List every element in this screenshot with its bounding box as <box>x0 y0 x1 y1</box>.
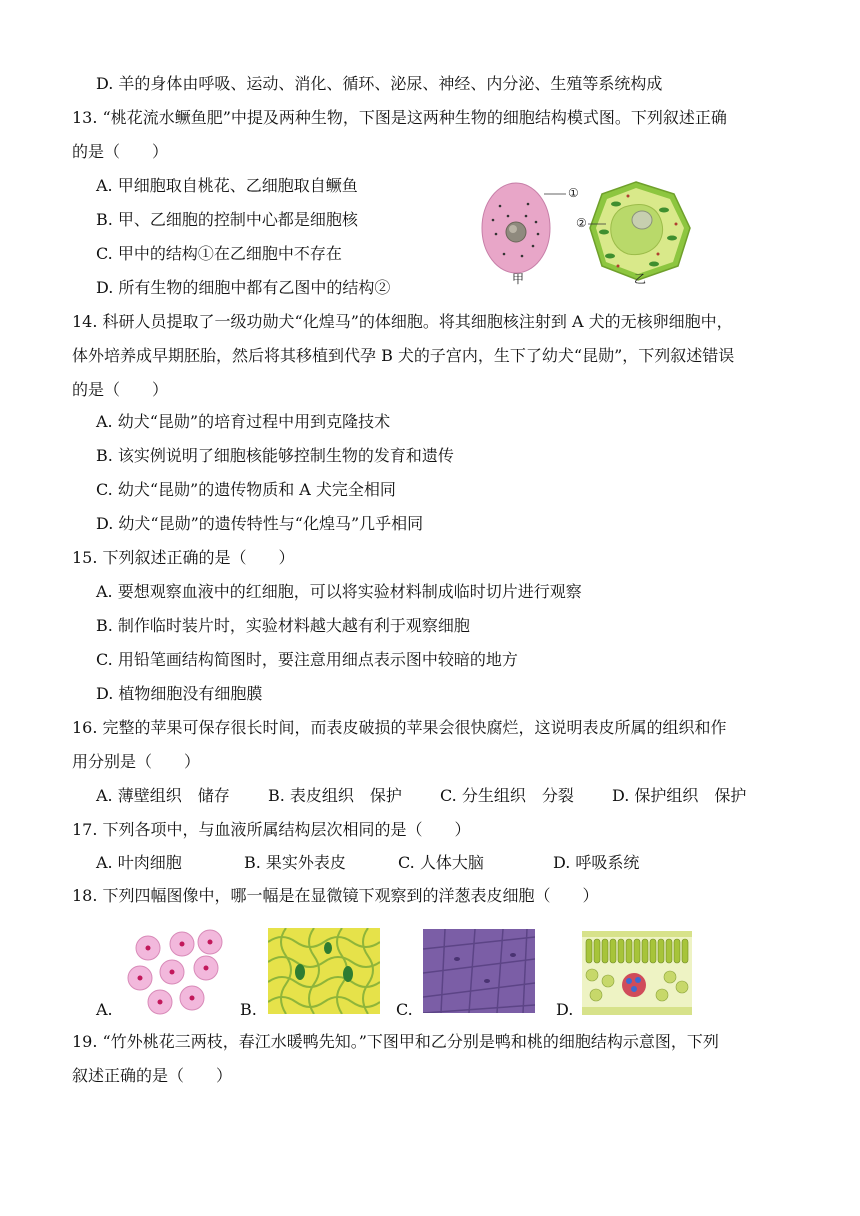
marker-2: ② <box>576 216 587 230</box>
q13-option-b: B. 甲、乙细胞的控制中心都是细胞核 <box>96 210 358 229</box>
q13-cell-figure <box>478 176 698 288</box>
q17-option-b: B. 果实外表皮 <box>244 853 346 872</box>
q14-option-a: A. 幼犬“昆勋”的培育过程中用到克隆技术 <box>96 412 391 431</box>
q16-stem-line1: 16. 完整的苹果可保存很长时间，而表皮破损的苹果会很快腐烂，这说明表皮所属的组织和作 <box>72 718 727 737</box>
q16-options <box>96 786 746 806</box>
q15-option-c: C. 用铅笔画结构简图时，要注意用细点表示图中较暗的地方 <box>96 650 518 669</box>
q17-option-a: A. 叶肉细胞 <box>96 853 182 872</box>
q17-options <box>96 853 639 873</box>
q16-option-b: B. 表皮组织 保护 <box>268 786 402 805</box>
q17-option-c: C. 人体大脑 <box>398 853 484 872</box>
q14-stem-line2: 体外培养成早期胚胎，然后将其移植到代孕 B 犬的子宫内，生下了幼犬“昆勋”，下列叙述错误 <box>72 346 735 365</box>
q15-option-b: B. 制作临时装片时，实验材料越大越有利于观察细胞 <box>96 616 470 635</box>
q15-stem: 15. 下列叙述正确的是（ ） <box>72 548 295 567</box>
q15-option-d: D. 植物细胞没有细胞膜 <box>96 684 263 703</box>
q18-image-c-onion-epidermis <box>423 929 535 1013</box>
q18-image-a-blood-cells <box>126 926 226 1016</box>
q17-option-d: D. 呼吸系统 <box>553 853 640 872</box>
q14-stem-line1: 14. 科研人员提取了一级功勋犬“化煌马”的体细胞。将其细胞核注射到 A 犬的无核卵细胞中， <box>72 312 733 331</box>
q14-option-b: B. 该实例说明了细胞核能够控制生物的发育和遗传 <box>96 446 454 465</box>
q16-stem-line2: 用分别是（ ） <box>72 752 201 771</box>
q12-option-d: D. 羊的身体由呼吸、运动、消化、循环、泌尿、神经、内分泌、生殖等系统构成 <box>96 74 663 93</box>
q18-label-a: A. <box>96 1000 113 1019</box>
q18-label-d: D. <box>556 1000 574 1019</box>
q14-option-c: C. 幼犬“昆勋”的遗传物质和 A 犬完全相同 <box>96 480 396 499</box>
marker-1: ① <box>568 186 579 200</box>
q18-image-b-leaf-epidermis <box>268 928 380 1014</box>
q13-option-a: A. 甲细胞取自桃花、乙细胞取自鳜鱼 <box>96 176 358 195</box>
q14-stem-line3: 的是（ ） <box>72 380 169 399</box>
q19-stem-line2: 叙述正确的是（ ） <box>72 1066 233 1085</box>
q16-option-c: C. 分生组织 分裂 <box>440 786 574 805</box>
label-jia: 甲 <box>512 272 525 286</box>
q16-option-d: D. 保护组织 保护 <box>612 786 747 805</box>
q18-label-b: B. <box>240 1000 257 1019</box>
label-yi: 乙 <box>634 272 647 286</box>
q15-option-a: A. 要想观察血液中的红细胞，可以将实验材料制成临时切片进行观察 <box>96 582 582 601</box>
q13-stem-line2: 的是（ ） <box>72 142 169 161</box>
q13-stem-line1: 13. “桃花流水鳜鱼肥”中提及两种生物，下图是这两种生物的细胞结构模式图。下列叙述正确 <box>72 108 727 127</box>
q16-option-a: A. 薄壁组织 储存 <box>96 786 230 805</box>
q18-stem: 18. 下列四幅图像中，哪一幅是在显微镜下观察到的洋葱表皮细胞（ ） <box>72 886 599 905</box>
q13-option-d: D. 所有生物的细胞中都有乙图中的结构② <box>96 278 391 297</box>
q14-option-d: D. 幼犬“昆勋”的遗传特性与“化煌马”几乎相同 <box>96 514 424 533</box>
q19-stem-line1: 19. “竹外桃花三两枝，春江水暖鸭先知。”下图甲和乙分别是鸭和桃的细胞结构示意图，下列 <box>72 1032 719 1051</box>
q17-stem: 17. 下列各项中，与血液所属结构层次相同的是（ ） <box>72 820 471 839</box>
q13-option-c: C. 甲中的结构①在乙细胞中不存在 <box>96 244 342 263</box>
q18-image-d-leaf-cross-section <box>582 931 692 1015</box>
q18-label-c: C. <box>396 1000 413 1019</box>
